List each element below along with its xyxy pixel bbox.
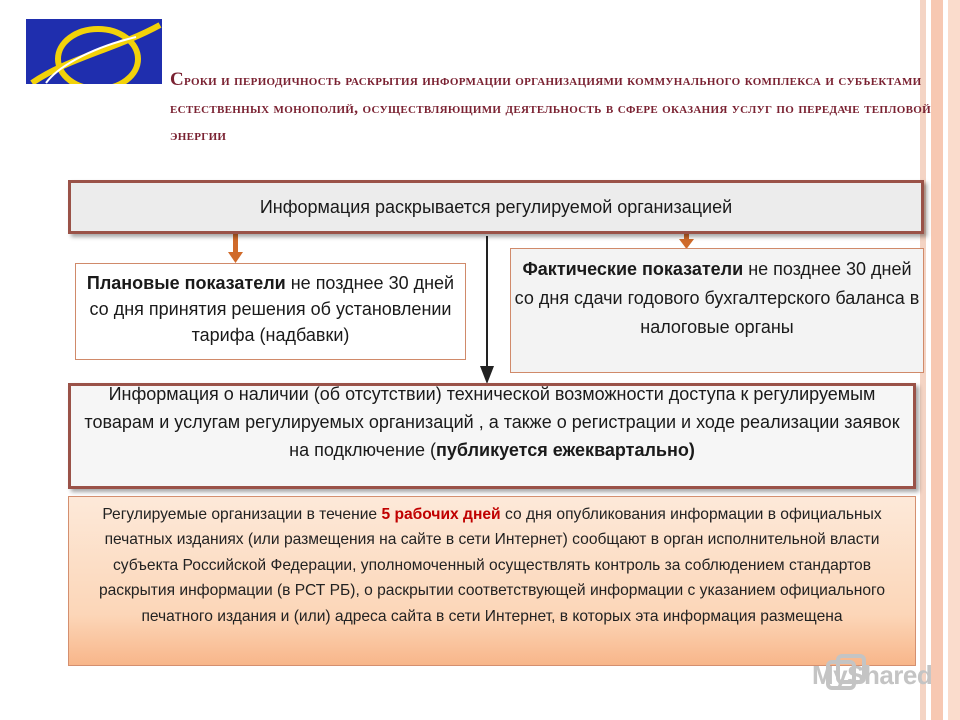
page-title	[170, 66, 932, 150]
actual-indicators-box	[510, 248, 924, 373]
arrow-down-left-icon	[228, 234, 244, 264]
arrow-down-center-icon	[479, 236, 495, 386]
notification-text-start: Регулируемые организации в течение	[102, 506, 382, 523]
globe-icon	[26, 19, 162, 84]
technical-access-text: Информация о наличии (об отсутствии) технической возможности доступа к регулируемым товарам и услугам регулируемых организаций , а также о регистрации и ходе реализации заявок на подключение (	[84, 384, 900, 460]
notification-text-rest: со дня опубликования информации в официальных печатных изданиях (или размещения на сайте в сети Интернет) сообщают в орган исполнительной власти субъекта Российской Федерации, уполномоченный осуществлять контроль за соблюдением стандартов раскрытия информации (в РСТ РБ), о раскрытии соответствующей информации с указанием официального печатного издания и (или) адреса сайта в сети Интернет, в которых эта информация размещена	[98, 506, 886, 625]
technical-access-box	[68, 383, 916, 489]
disclosure-header-box	[68, 180, 924, 234]
title-first-letter: С	[170, 69, 185, 90]
planned-indicators-label: Плановые показатели	[86, 273, 286, 293]
technical-access-closing: )	[688, 440, 695, 460]
title-text: роки и периодичность раскрытия информации организациями коммунального комплекса и субъектами естественных монополий, осуществляющими деятельность в сфере оказания услуг по передаче тепловой энергии	[170, 72, 931, 144]
actual-indicators-label: Фактические показатели	[522, 259, 744, 279]
disclosure-header-text: Информация раскрывается регулируемой организацией	[259, 197, 733, 217]
decorative-stripe	[931, 0, 943, 720]
logo	[26, 19, 162, 84]
decorative-stripe	[948, 0, 960, 720]
planned-indicators-box	[75, 263, 466, 360]
technical-access-frequency: публикуется ежеквартально	[436, 440, 689, 460]
notification-deadline: 5 рабочих дней	[381, 506, 501, 523]
planned-indicators-text: не позднее 30 дней со дня принятия решения об установлении тарифа (надбавки)	[89, 273, 455, 345]
actual-indicators-text: не позднее 30 дней со дня сдачи годового бухгалтерского баланса в налоговые органы	[514, 259, 920, 337]
watermark-text: MyShared	[812, 660, 933, 690]
notification-box	[68, 496, 916, 666]
